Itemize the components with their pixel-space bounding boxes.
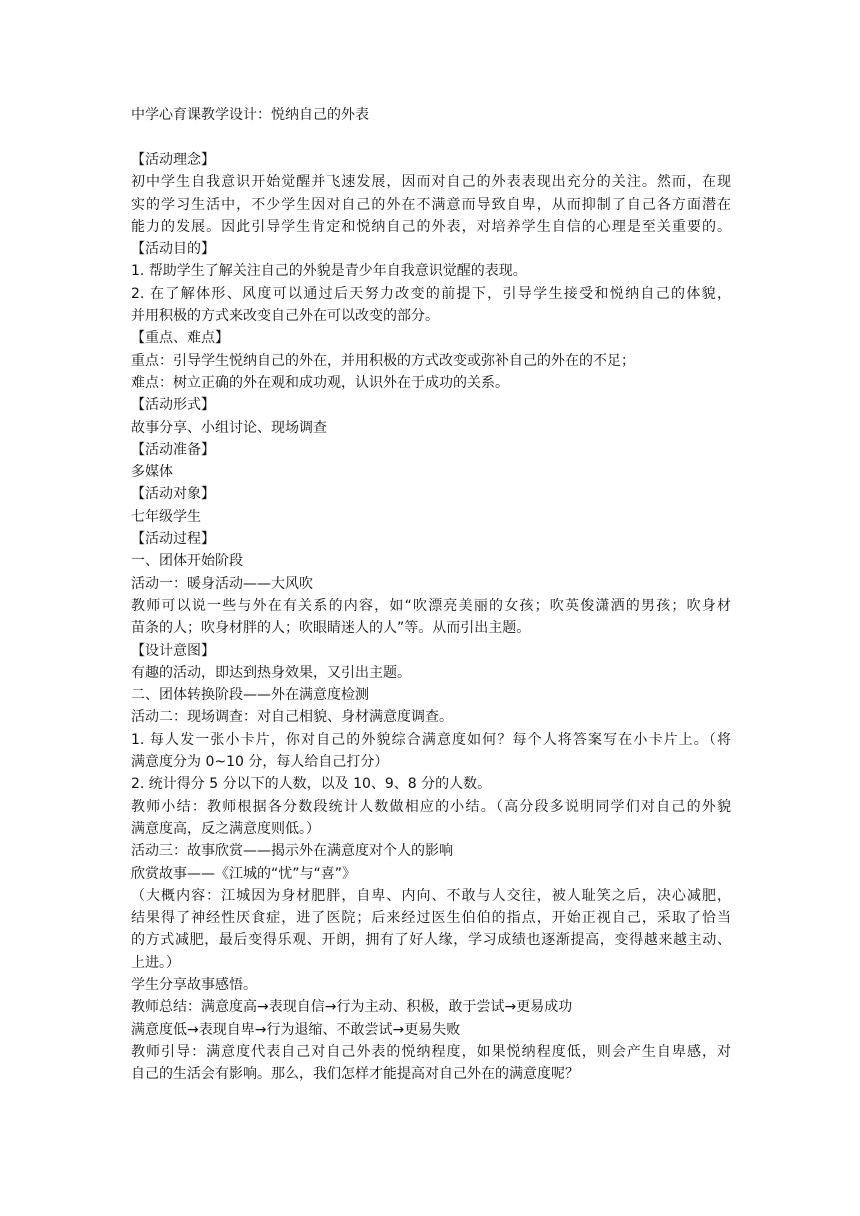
text-line: 【活动对象】 [131, 486, 215, 503]
text-line: 教师总结：满意度高→表现自信→行为主动、积极，敢于尝试→更易成功 [131, 999, 573, 1016]
text-line: 2. 在了解体形、风度可以通过后天努力改变的前提下，引导学生接受和悦纳自己的体貌， [131, 285, 731, 302]
text-line: 教师小结：教师根据各分数段统计人数做相应的小结。（高分段多说明同学们对自己的外貌 [131, 798, 731, 815]
text-line: 二、团体转换阶段——外在满意度检测 [131, 687, 369, 704]
document-title: 中学心育课教学设计：悦纳自己的外表 [131, 107, 369, 123]
text-line: 1. 帮助学生了解关注自己的外貌是青少年自我意识觉醒的表现。 [131, 263, 527, 280]
text-line: 能力的发展。因此引导学生肯定和悦纳自己的外表，对培养学生自信的心理是至关重要的。 [131, 218, 731, 235]
text-line: 教师可以说一些与外在有关系的内容，如“吹漂亮美丽的女孩；吹英俊潇洒的男孩；吹身材 [131, 597, 731, 614]
document-body [131, 149, 731, 1085]
text-line: 2. 统计得分 5 分以下的人数，以及 10、9、8 分的人数。 [131, 776, 492, 793]
text-line: 教师引导：满意度代表自己对自己外表的悦纳程度，如果悦纳程度低，则会产生自卑感，对 [131, 1043, 731, 1060]
text-line: 上进。） [131, 954, 180, 971]
text-line: 【活动目的】 [131, 241, 215, 258]
text-line: 难点：树立正确的外在观和成功观，认识外在于成功的关系。 [131, 374, 509, 391]
text-line: 【设计意图】 [131, 642, 215, 659]
text-line: （大概内容：江城因为身材肥胖，自卑、内向、不敢与人交往，被人耻笑之后，决心减肥， [131, 887, 731, 904]
text-line: 【活动形式】 [131, 397, 215, 414]
text-line: 活动一：暖身活动——大风吹 [131, 575, 313, 592]
text-line: 自己的生活会有影响。那么，我们怎样才能提高对自己外在的满意度呢？ [131, 1066, 579, 1083]
text-line: 活动三：故事欣赏——揭示外在满意度对个人的影响 [131, 843, 453, 860]
text-line: 多媒体 [131, 464, 173, 481]
text-line: 有趣的活动，即达到热身效果，又引出主题。 [131, 664, 411, 681]
text-line: 并用积极的方式来改变自己外在可以改变的部分。 [131, 308, 439, 325]
text-line: 苗条的人；吹身材胖的人；吹眼睛迷人的人”等。从而引出主题。 [131, 620, 531, 637]
text-line: 七年级学生 [131, 508, 201, 525]
text-line: 【活动理念】 [131, 152, 215, 168]
text-line: 一、团体开始阶段 [131, 553, 243, 570]
text-line: 重点：引导学生悦纳自己的外在，并用积极的方式改变或弥补自己的外在的不足； [131, 352, 635, 369]
text-line: 活动二：现场调查：对自己相貌、身材满意度调查。 [131, 709, 453, 726]
text-line: 1. 每人发一张小卡片，你对自己的外貌综合满意度如何？每个人将答案写在小卡片上。（将 [131, 731, 731, 748]
text-line: 欣赏故事——《江城的“忧”与“喜”》 [131, 865, 357, 882]
text-line: 满意度分为 0~10 分，每人给自己打分） [131, 754, 389, 771]
text-line: 学生分享故事感悟。 [131, 976, 257, 993]
text-line: 满意度低→表现自卑→行为退缩、不敢尝试→更易失败 [131, 1021, 461, 1038]
text-line: 初中学生自我意识开始觉醒并飞速发展，因而对自己的外表表现出充分的关注。然而，在现 [131, 174, 731, 191]
text-line: 结果得了神经性厌食症，进了医院；后来经过医生伯伯的指点，开始正视自己，采取了恰当 [131, 910, 731, 927]
text-line: 【活动过程】 [131, 531, 215, 548]
text-line: 满意度高，反之满意度则低。） [131, 820, 320, 837]
text-line: 【活动准备】 [131, 441, 215, 458]
text-line: 实的学习生活中，不少学生因对自己的外在不满意而导致自卑，从而抑制了自己各方面潜在 [131, 196, 731, 213]
text-line: 故事分享、小组讨论、现场调查 [131, 419, 327, 436]
text-line: 【重点、难点】 [131, 330, 229, 347]
text-line: 的方式减肥，最后变得乐观、开朗，拥有了好人缘，学习成绩也逐渐提高，变得越来越主动、 [131, 932, 731, 949]
